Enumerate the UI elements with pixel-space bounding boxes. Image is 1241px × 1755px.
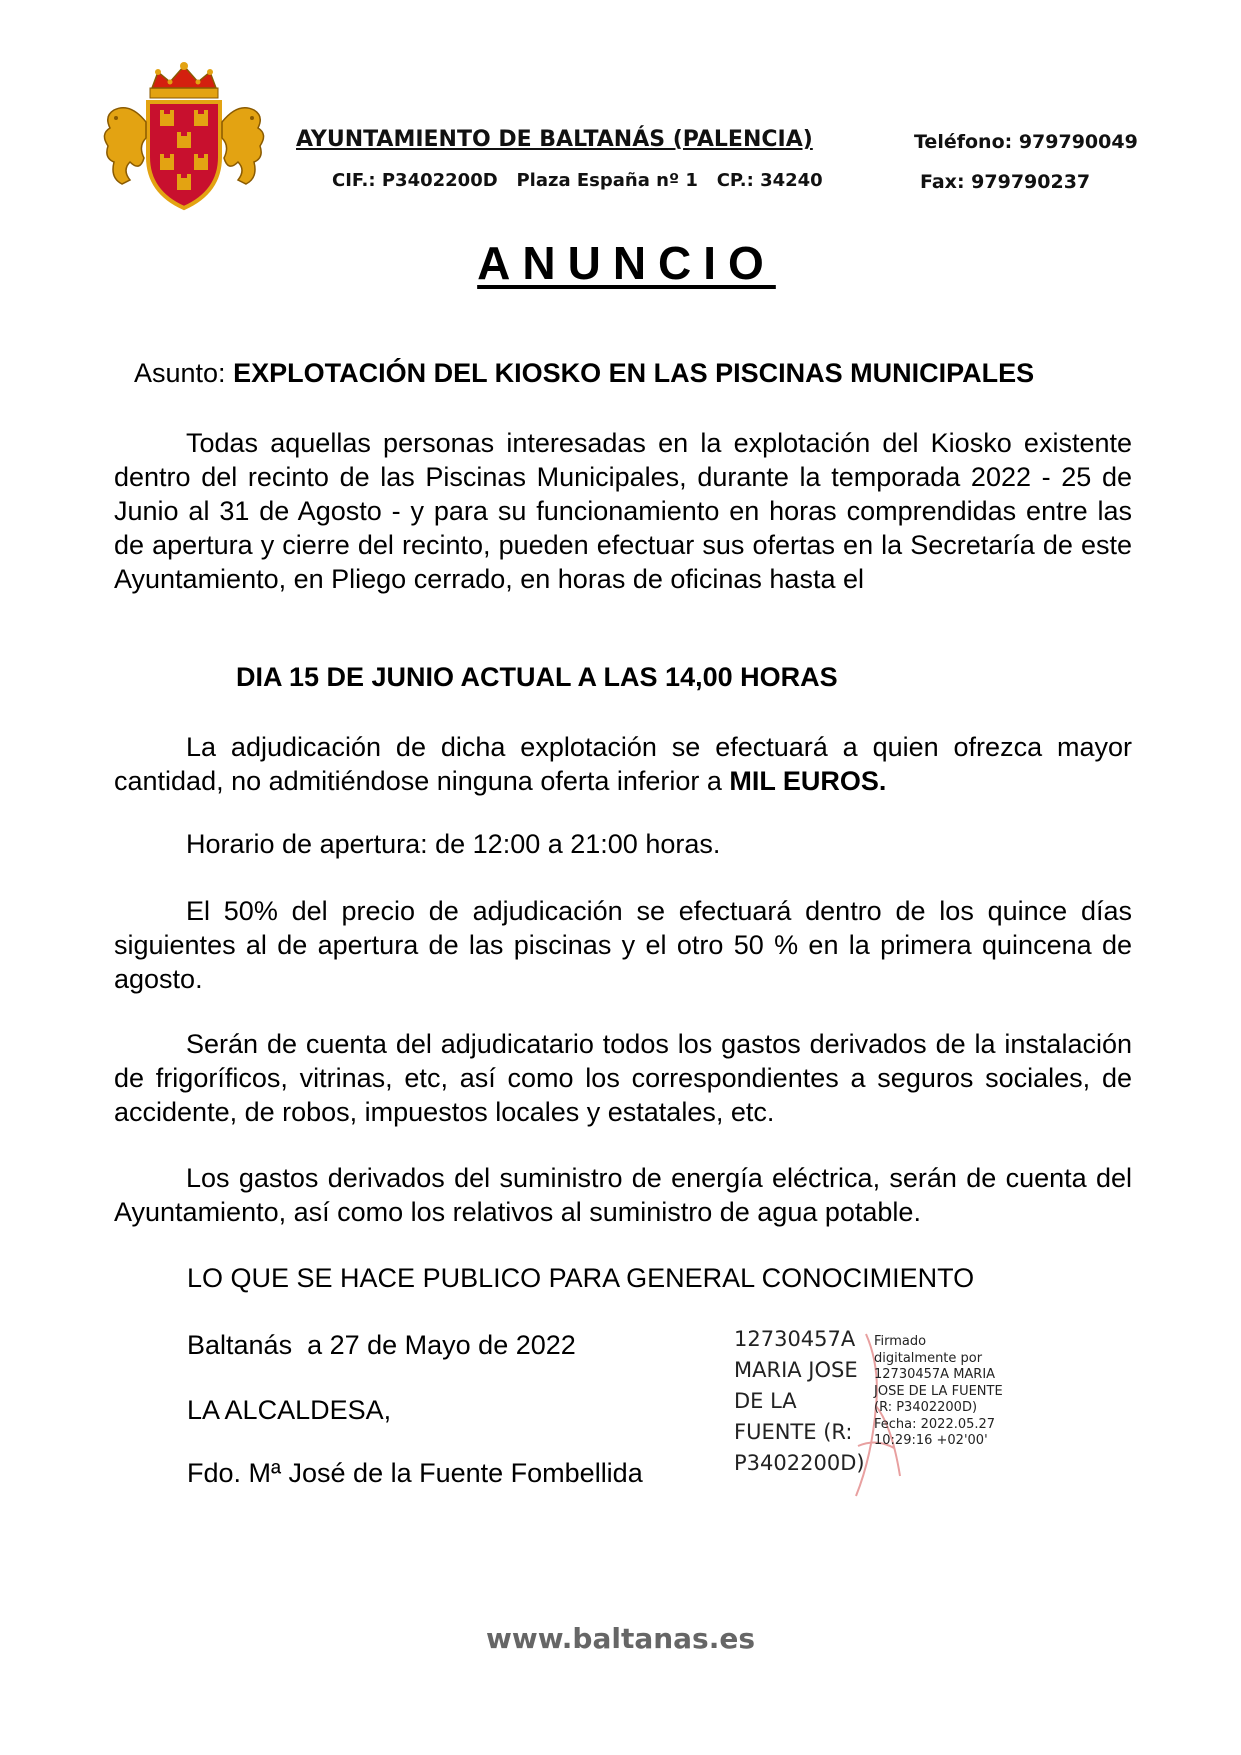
place-date: Baltanás a 27 de Mayo de 2022 (187, 1330, 576, 1360)
signature-name-line: MARIA JOSE (734, 1358, 858, 1382)
signature-name-line: DE LA (734, 1389, 797, 1413)
digital-signature (734, 1324, 1024, 1506)
signature-detail-line: JOSE DE LA FUENTE (874, 1383, 1003, 1399)
signature-detail-line: 12730457A MARIA (874, 1367, 996, 1382)
header-address: CIF.: P3402200D Plaza España nº 1 CP.: 34240 (332, 170, 823, 191)
header-phone: Teléfono: 979790049 (914, 131, 1138, 153)
footer-website-link[interactable]: www.baltanas.es (485, 1622, 756, 1655)
paragraph-utilities: Los gastos derivados del suministro de energía eléctrica, serán de cuenta del Ayuntamiento, así como los relativos al suministro de agua potable. (114, 1163, 1132, 1227)
page-title: ANUNCIO (477, 237, 776, 289)
subject-label: Asunto: (134, 358, 234, 388)
paragraph-hours: Horario de apertura: de 12:00 a 21:00 horas. (186, 829, 721, 859)
signature-detail-line: 10:29:16 +02'00' (874, 1433, 988, 1448)
header-title: AYUNTAMIENTO DE BALTANÁS (PALENCIA) (296, 127, 813, 152)
signature-detail-line: digitalmente por (874, 1350, 983, 1366)
paragraph-offers: Todas aquellas personas interesadas en la explotación del Kiosko existente dentro del recinto de las Piscinas Municipales, durante la temporada 2022 - 25 de Junio al 31 de Agosto - y para su funcionamiento en horas comprendidas entre las de apertura y cierre del recinto, pueden efectuar sus ofertas en la Secretaría de este Ayuntamiento, en Pliego cerrado, en horas de oficinas hasta el (114, 428, 1132, 594)
minimum-amount: MIL EUROS. (729, 766, 887, 796)
paragraph-adjudication (114, 730, 1132, 798)
header-fax: Fax: 979790237 (920, 171, 1091, 193)
signer-title: LA ALCALDESA, (187, 1395, 392, 1425)
publication-statement: LO QUE SE HACE PUBLICO PARA GENERAL CONOCIMIENTO (187, 1263, 975, 1293)
signature-name (734, 1324, 865, 1479)
signature-name-line: FUENTE (R: (734, 1420, 853, 1444)
signer-name: Fdo. Mª José de la Fuente Fombellida (187, 1458, 643, 1488)
deadline-line: DIA 15 DE JUNIO ACTUAL A LAS 14,00 HORAS (236, 662, 838, 692)
signature-details (874, 1334, 1003, 1450)
subject-text: EXPLOTACIÓN DEL KIOSKO EN LAS PISCINAS MUNICIPALES (233, 358, 1035, 388)
signature-detail-line: Firmado (874, 1334, 927, 1349)
subject-line (134, 358, 1034, 389)
signature-detail-line: Fecha: 2022.05.27 (874, 1416, 996, 1432)
signature-detail-line: (R: P3402200D) (874, 1400, 978, 1415)
signature-name-line: P3402200D) (734, 1451, 865, 1475)
paragraph-expenses: Serán de cuenta del adjudicatario todos los gastos derivados de la instalación de frigoríficos, vitrinas, etc, así como los correspondientes a seguros sociales, de accidente, de robos, impuestos locales y estatales, etc. (114, 1029, 1132, 1127)
signature-name-line: 12730457A (734, 1327, 856, 1351)
coat-of-arms-icon (100, 62, 268, 212)
adjudication-text: La adjudicación de dicha explotación se efectuará a quien ofrezca mayor cantidad, no admitiéndose ninguna oferta inferior a (114, 732, 1132, 796)
paragraph-payment: El 50% del precio de adjudicación se efectuará dentro de los quince días siguientes al de apertura de las piscinas y el otro 50 % en la primera quincena de agosto. (114, 896, 1132, 994)
